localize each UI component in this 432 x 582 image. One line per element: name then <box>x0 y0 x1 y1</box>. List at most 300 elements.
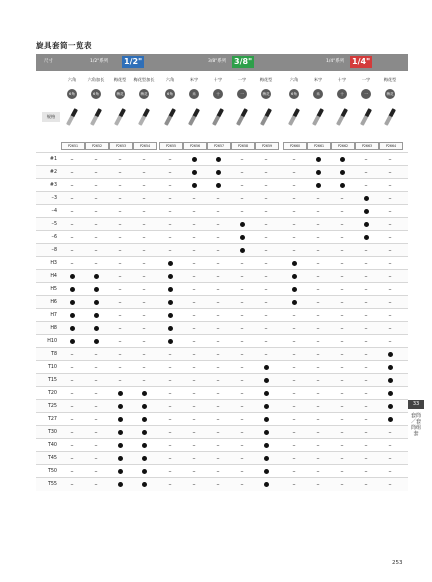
not-available-mark: – <box>388 234 392 241</box>
not-available-mark: – <box>168 351 172 358</box>
not-available-mark: – <box>340 299 344 306</box>
not-available-mark: – <box>340 247 344 254</box>
not-available-mark: – <box>142 182 146 189</box>
table-row <box>36 217 408 231</box>
not-available-mark: – <box>340 273 344 280</box>
not-available-mark: – <box>264 156 268 163</box>
dot-icon <box>216 170 221 175</box>
not-available-mark: – <box>292 364 296 371</box>
not-available-mark: – <box>192 234 196 241</box>
not-available-mark: – <box>364 416 368 423</box>
not-available-mark: – <box>192 273 196 280</box>
row-size-label: T8 <box>51 352 57 357</box>
not-available-mark: – <box>240 455 244 462</box>
socket-bit-image <box>288 108 300 126</box>
row-size-label: T50 <box>47 469 57 474</box>
not-available-mark: – <box>340 260 344 267</box>
dot-icon <box>388 417 393 422</box>
not-available-mark: – <box>364 442 368 449</box>
not-available-mark: – <box>94 455 98 462</box>
drive-type-icon: 6角 <box>67 89 77 99</box>
not-available-mark: – <box>364 338 368 345</box>
part-code: P2662 <box>331 142 355 150</box>
not-available-mark: – <box>264 286 268 293</box>
not-available-mark: – <box>118 338 122 345</box>
not-available-mark: – <box>240 195 244 202</box>
not-available-mark: – <box>340 390 344 397</box>
dot-icon <box>264 482 269 487</box>
table-row <box>36 386 408 400</box>
drive-type-icon: 梅花 <box>115 89 125 99</box>
column-type-label: 一字 <box>237 77 247 82</box>
not-available-mark: – <box>340 442 344 449</box>
not-available-mark: – <box>316 390 320 397</box>
drive-type-icon: 梅花 <box>385 89 395 99</box>
not-available-mark: – <box>216 325 220 332</box>
not-available-mark: – <box>118 234 122 241</box>
not-available-mark: – <box>292 325 296 332</box>
not-available-mark: – <box>340 468 344 475</box>
dot-icon <box>168 326 173 331</box>
not-available-mark: – <box>192 468 196 475</box>
dot-icon <box>388 391 393 396</box>
column-type-label: 米字 <box>189 77 199 82</box>
dot-icon <box>216 157 221 162</box>
not-available-mark: – <box>240 364 244 371</box>
series-badge-2: 3/8" <box>234 57 253 66</box>
not-available-mark: – <box>264 234 268 241</box>
not-available-mark: – <box>216 429 220 436</box>
not-available-mark: – <box>168 182 172 189</box>
not-available-mark: – <box>118 312 122 319</box>
dot-icon <box>216 183 221 188</box>
not-available-mark: – <box>316 247 320 254</box>
row-size-label: H6 <box>50 300 57 305</box>
not-available-mark: – <box>292 234 296 241</box>
dot-icon <box>94 313 99 318</box>
not-available-mark: – <box>192 351 196 358</box>
table-row <box>36 295 408 309</box>
not-available-mark: – <box>216 416 220 423</box>
socket-bit-image <box>384 108 396 126</box>
not-available-mark: – <box>168 403 172 410</box>
availability-dot <box>254 478 278 491</box>
not-available-mark: – <box>364 169 368 176</box>
column-type-label: 六角 <box>289 77 299 82</box>
table-row <box>36 178 408 192</box>
not-available-mark: – <box>216 338 220 345</box>
not-available-mark: – <box>118 377 122 384</box>
part-code: P2652 <box>85 142 109 150</box>
not-available-mark: – <box>142 299 146 306</box>
table-row <box>36 438 408 452</box>
not-available-mark: – <box>340 338 344 345</box>
not-available-mark: – <box>264 299 268 306</box>
socket-bit-image <box>360 108 372 126</box>
dot-icon <box>316 183 321 188</box>
dot-icon <box>192 157 197 162</box>
socket-bit-image <box>188 108 200 126</box>
not-available-mark: – <box>240 403 244 410</box>
not-available-mark: – <box>292 390 296 397</box>
dot-icon <box>168 261 173 266</box>
not-available-mark: – <box>142 286 146 293</box>
not-available-mark: – <box>192 403 196 410</box>
dot-icon <box>70 339 75 344</box>
dot-icon <box>142 482 147 487</box>
row-size-label: #2 <box>49 170 57 175</box>
column-type-label: 六角 <box>165 77 175 82</box>
not-available-mark: – <box>364 156 368 163</box>
not-available-mark: – <box>388 195 392 202</box>
not-available-mark: – <box>364 260 368 267</box>
dot-icon <box>118 391 123 396</box>
not-available-mark: – <box>118 286 122 293</box>
chapter-title: 套筒／套筒组套 <box>411 413 422 437</box>
not-available-mark: – <box>192 442 196 449</box>
not-available-mark: – <box>168 156 172 163</box>
part-code: P2653 <box>109 142 133 150</box>
not-available-mark: – <box>240 260 244 267</box>
socket-bit-image <box>90 108 102 126</box>
dot-icon <box>264 378 269 383</box>
row-size-label: T25 <box>47 404 57 409</box>
column-type-label: 六角 <box>67 77 77 82</box>
not-available-mark: – <box>240 416 244 423</box>
dot-icon <box>388 352 393 357</box>
not-available-mark: – <box>388 455 392 462</box>
drive-type-icon: 梅花 <box>139 89 149 99</box>
dot-icon <box>292 274 297 279</box>
not-available-mark: – <box>240 156 244 163</box>
not-available-mark: – <box>240 325 244 332</box>
group-prefix-3: 1/4"系列 <box>326 59 345 64</box>
page-number: 253 <box>392 560 403 566</box>
dot-icon <box>240 248 245 253</box>
part-code: P2660 <box>283 142 307 150</box>
dot-icon <box>142 469 147 474</box>
not-available-mark: – <box>388 286 392 293</box>
not-available-mark: – <box>364 403 368 410</box>
not-available-mark: – <box>316 416 320 423</box>
not-available-mark: – <box>264 169 268 176</box>
not-available-mark: – <box>168 247 172 254</box>
dot-icon <box>264 417 269 422</box>
dot-icon <box>316 170 321 175</box>
dot-icon <box>118 443 123 448</box>
table-row <box>36 412 408 426</box>
drive-type-icon: 一 <box>361 89 371 99</box>
not-available-mark: – <box>292 429 296 436</box>
dot-icon <box>94 326 99 331</box>
not-available-mark: – <box>316 455 320 462</box>
not-available-mark: – <box>316 312 320 319</box>
drive-type-icon: 一 <box>237 89 247 99</box>
not-available-mark: – <box>340 403 344 410</box>
column-type-label: 十字 <box>213 77 223 82</box>
not-available-mark: – <box>240 286 244 293</box>
row-size-label: H4 <box>50 274 57 279</box>
not-available-mark: – <box>340 351 344 358</box>
dot-icon <box>142 430 147 435</box>
dot-icon <box>364 209 369 214</box>
row-size-label: –6 <box>51 235 57 240</box>
not-available-mark: – <box>364 351 368 358</box>
not-available-mark: – <box>142 364 146 371</box>
not-available-mark: – <box>364 377 368 384</box>
not-available-mark: – <box>94 403 98 410</box>
not-available-mark: – <box>168 455 172 462</box>
not-available-mark: – <box>118 221 122 228</box>
part-code: P2656 <box>183 142 207 150</box>
page-title: 旋具套筒一览表 <box>36 41 92 50</box>
not-available-mark: – <box>364 312 368 319</box>
not-available-mark: – <box>292 338 296 345</box>
dot-icon <box>168 339 173 344</box>
row-size-label: –4 <box>51 209 57 214</box>
not-available-mark: – <box>118 364 122 371</box>
dot-icon <box>168 313 173 318</box>
not-available-mark: – <box>216 468 220 475</box>
not-available-mark: – <box>316 260 320 267</box>
not-available-mark: – <box>240 338 244 345</box>
not-available-mark: – <box>388 481 392 488</box>
not-available-mark: – <box>364 299 368 306</box>
not-available-mark: – <box>216 195 220 202</box>
not-available-mark: – <box>316 325 320 332</box>
not-available-mark: – <box>388 442 392 449</box>
not-available-mark: – <box>70 234 74 241</box>
not-available-mark: – <box>168 234 172 241</box>
row-size-label: T45 <box>47 456 57 461</box>
not-available-mark: – <box>264 273 268 280</box>
dot-icon <box>142 456 147 461</box>
not-available-mark: – <box>264 195 268 202</box>
not-available-mark: – <box>94 195 98 202</box>
not-available-mark: – <box>118 182 122 189</box>
size-label: 尺寸 <box>44 59 53 64</box>
not-available-mark: – <box>168 364 172 371</box>
row-size-label: T20 <box>47 391 57 396</box>
not-available-mark: – <box>316 442 320 449</box>
not-available-mark: – <box>316 299 320 306</box>
not-available-mark: – <box>168 208 172 215</box>
not-available-mark: – <box>216 260 220 267</box>
not-available-mark: – <box>168 468 172 475</box>
not-available-mark: – <box>142 260 146 267</box>
not-available-mark: – <box>340 208 344 215</box>
socket-bit-image <box>236 108 248 126</box>
not-available-mark: – <box>94 221 98 228</box>
dot-icon <box>70 287 75 292</box>
row-size-label: –3 <box>51 196 57 201</box>
row-size-label: H7 <box>50 313 57 318</box>
not-available-mark: – <box>192 377 196 384</box>
dot-icon <box>168 274 173 279</box>
not-available-mark: – <box>168 195 172 202</box>
column-type-label: 梅花型 <box>383 77 397 82</box>
drive-type-icon: 米 <box>313 89 323 99</box>
not-available-mark: – <box>168 390 172 397</box>
not-available-mark: – <box>94 182 98 189</box>
row-size-label: H5 <box>50 287 57 292</box>
dot-icon <box>168 287 173 292</box>
not-available-mark: – <box>192 481 196 488</box>
not-available-mark: – <box>240 351 244 358</box>
availability-dot <box>108 478 132 491</box>
socket-bit-image <box>114 108 126 126</box>
dot-icon <box>94 287 99 292</box>
not-available-mark: – <box>216 208 220 215</box>
not-available-mark: – <box>388 156 392 163</box>
not-available-mark: – <box>118 247 122 254</box>
not-available-mark: – <box>168 442 172 449</box>
not-available-mark: – <box>70 481 74 488</box>
not-available-mark: – <box>316 429 320 436</box>
not-available-mark: – <box>240 273 244 280</box>
not-available-mark: – <box>388 312 392 319</box>
table-row <box>36 321 408 335</box>
not-available-mark: – <box>264 221 268 228</box>
not-available-mark: – <box>264 312 268 319</box>
table-row <box>36 334 408 348</box>
not-available-mark: – <box>192 325 196 332</box>
not-available-mark: – <box>192 455 196 462</box>
not-available-mark: – <box>142 247 146 254</box>
dot-icon <box>70 326 75 331</box>
part-code: P2651 <box>61 142 85 150</box>
not-available-mark: – <box>316 338 320 345</box>
not-available-mark: – <box>240 468 244 475</box>
socket-bit-image <box>312 108 324 126</box>
not-available-mark: – <box>240 377 244 384</box>
not-available-mark: – <box>192 429 196 436</box>
table-row <box>36 477 408 491</box>
not-available-mark: – <box>216 351 220 358</box>
not-available-mark: – <box>216 377 220 384</box>
not-available-mark: – <box>192 221 196 228</box>
not-available-mark: – <box>240 390 244 397</box>
dot-icon <box>340 157 345 162</box>
dot-icon <box>364 222 369 227</box>
dot-icon <box>70 300 75 305</box>
not-available-mark: – <box>192 364 196 371</box>
not-available-mark: – <box>168 221 172 228</box>
part-code: P2664 <box>379 142 403 150</box>
not-available-mark: – <box>142 169 146 176</box>
not-available-mark: – <box>340 429 344 436</box>
not-available-mark: – <box>118 325 122 332</box>
part-code: P2661 <box>307 142 331 150</box>
dot-icon <box>364 235 369 240</box>
row-size-label: T15 <box>47 378 57 383</box>
not-available-mark: – <box>292 455 296 462</box>
not-available-mark: – <box>192 195 196 202</box>
not-available-mark: – <box>142 208 146 215</box>
dot-icon <box>388 404 393 409</box>
not-available-mark: – <box>364 455 368 462</box>
not-available-mark: – <box>192 416 196 423</box>
not-available-mark: – <box>192 338 196 345</box>
not-available-mark: – <box>292 442 296 449</box>
not-available-mark: – <box>94 377 98 384</box>
not-available-mark: – <box>70 351 74 358</box>
not-available-mark: – <box>240 299 244 306</box>
not-available-mark: – <box>70 455 74 462</box>
chapter-number-tab: 33 <box>408 400 424 409</box>
not-available-mark: – <box>264 338 268 345</box>
not-available-mark: – <box>340 325 344 332</box>
not-available-mark: – <box>316 468 320 475</box>
not-available-mark: – <box>292 156 296 163</box>
not-available-mark: – <box>70 468 74 475</box>
not-available-mark: – <box>216 312 220 319</box>
not-available-mark: – <box>240 429 244 436</box>
not-available-mark: – <box>70 208 74 215</box>
not-available-mark: – <box>264 208 268 215</box>
row-size-label: H8 <box>50 326 57 331</box>
not-available-mark: – <box>240 481 244 488</box>
not-available-mark: – <box>292 377 296 384</box>
drive-type-icon: 米 <box>189 89 199 99</box>
not-available-mark: – <box>216 299 220 306</box>
not-available-mark: – <box>388 247 392 254</box>
not-available-mark: – <box>264 351 268 358</box>
not-available-mark: – <box>316 403 320 410</box>
row-size-label: –8 <box>51 248 57 253</box>
not-available-mark: – <box>264 182 268 189</box>
not-available-mark: – <box>316 481 320 488</box>
table-row <box>36 308 408 322</box>
dot-icon <box>142 443 147 448</box>
dot-icon <box>142 391 147 396</box>
column-type-label: 米字 <box>313 77 323 82</box>
not-available-mark: – <box>118 351 122 358</box>
not-available-mark: – <box>388 273 392 280</box>
not-available-mark: – <box>292 403 296 410</box>
not-available-mark: – <box>70 377 74 384</box>
not-available-mark: – <box>292 416 296 423</box>
not-available-mark: – <box>364 364 368 371</box>
not-available-mark: – <box>292 312 296 319</box>
not-available-mark: – <box>94 481 98 488</box>
table-row <box>36 360 408 374</box>
availability-dot <box>132 478 156 491</box>
not-available-mark: – <box>364 429 368 436</box>
not-available-mark: – <box>168 481 172 488</box>
table-row <box>36 464 408 478</box>
dot-icon <box>240 235 245 240</box>
series-badge-3: 1/4" <box>352 57 371 66</box>
dot-icon <box>118 482 123 487</box>
group-prefix-2: 3/8"系列 <box>208 59 227 64</box>
dot-icon <box>70 313 75 318</box>
not-available-mark: – <box>94 442 98 449</box>
dot-icon <box>264 443 269 448</box>
not-available-mark: – <box>142 234 146 241</box>
not-available-mark: – <box>70 156 74 163</box>
not-available-mark: – <box>216 286 220 293</box>
row-size-label: H10 <box>47 339 57 344</box>
dot-icon <box>142 404 147 409</box>
dot-icon <box>192 170 197 175</box>
not-available-mark: – <box>216 221 220 228</box>
not-available-mark: – <box>142 338 146 345</box>
not-available-mark: – <box>388 429 392 436</box>
not-available-mark: – <box>168 429 172 436</box>
drive-type-icon: 6角 <box>165 89 175 99</box>
socket-bit-image <box>212 108 224 126</box>
